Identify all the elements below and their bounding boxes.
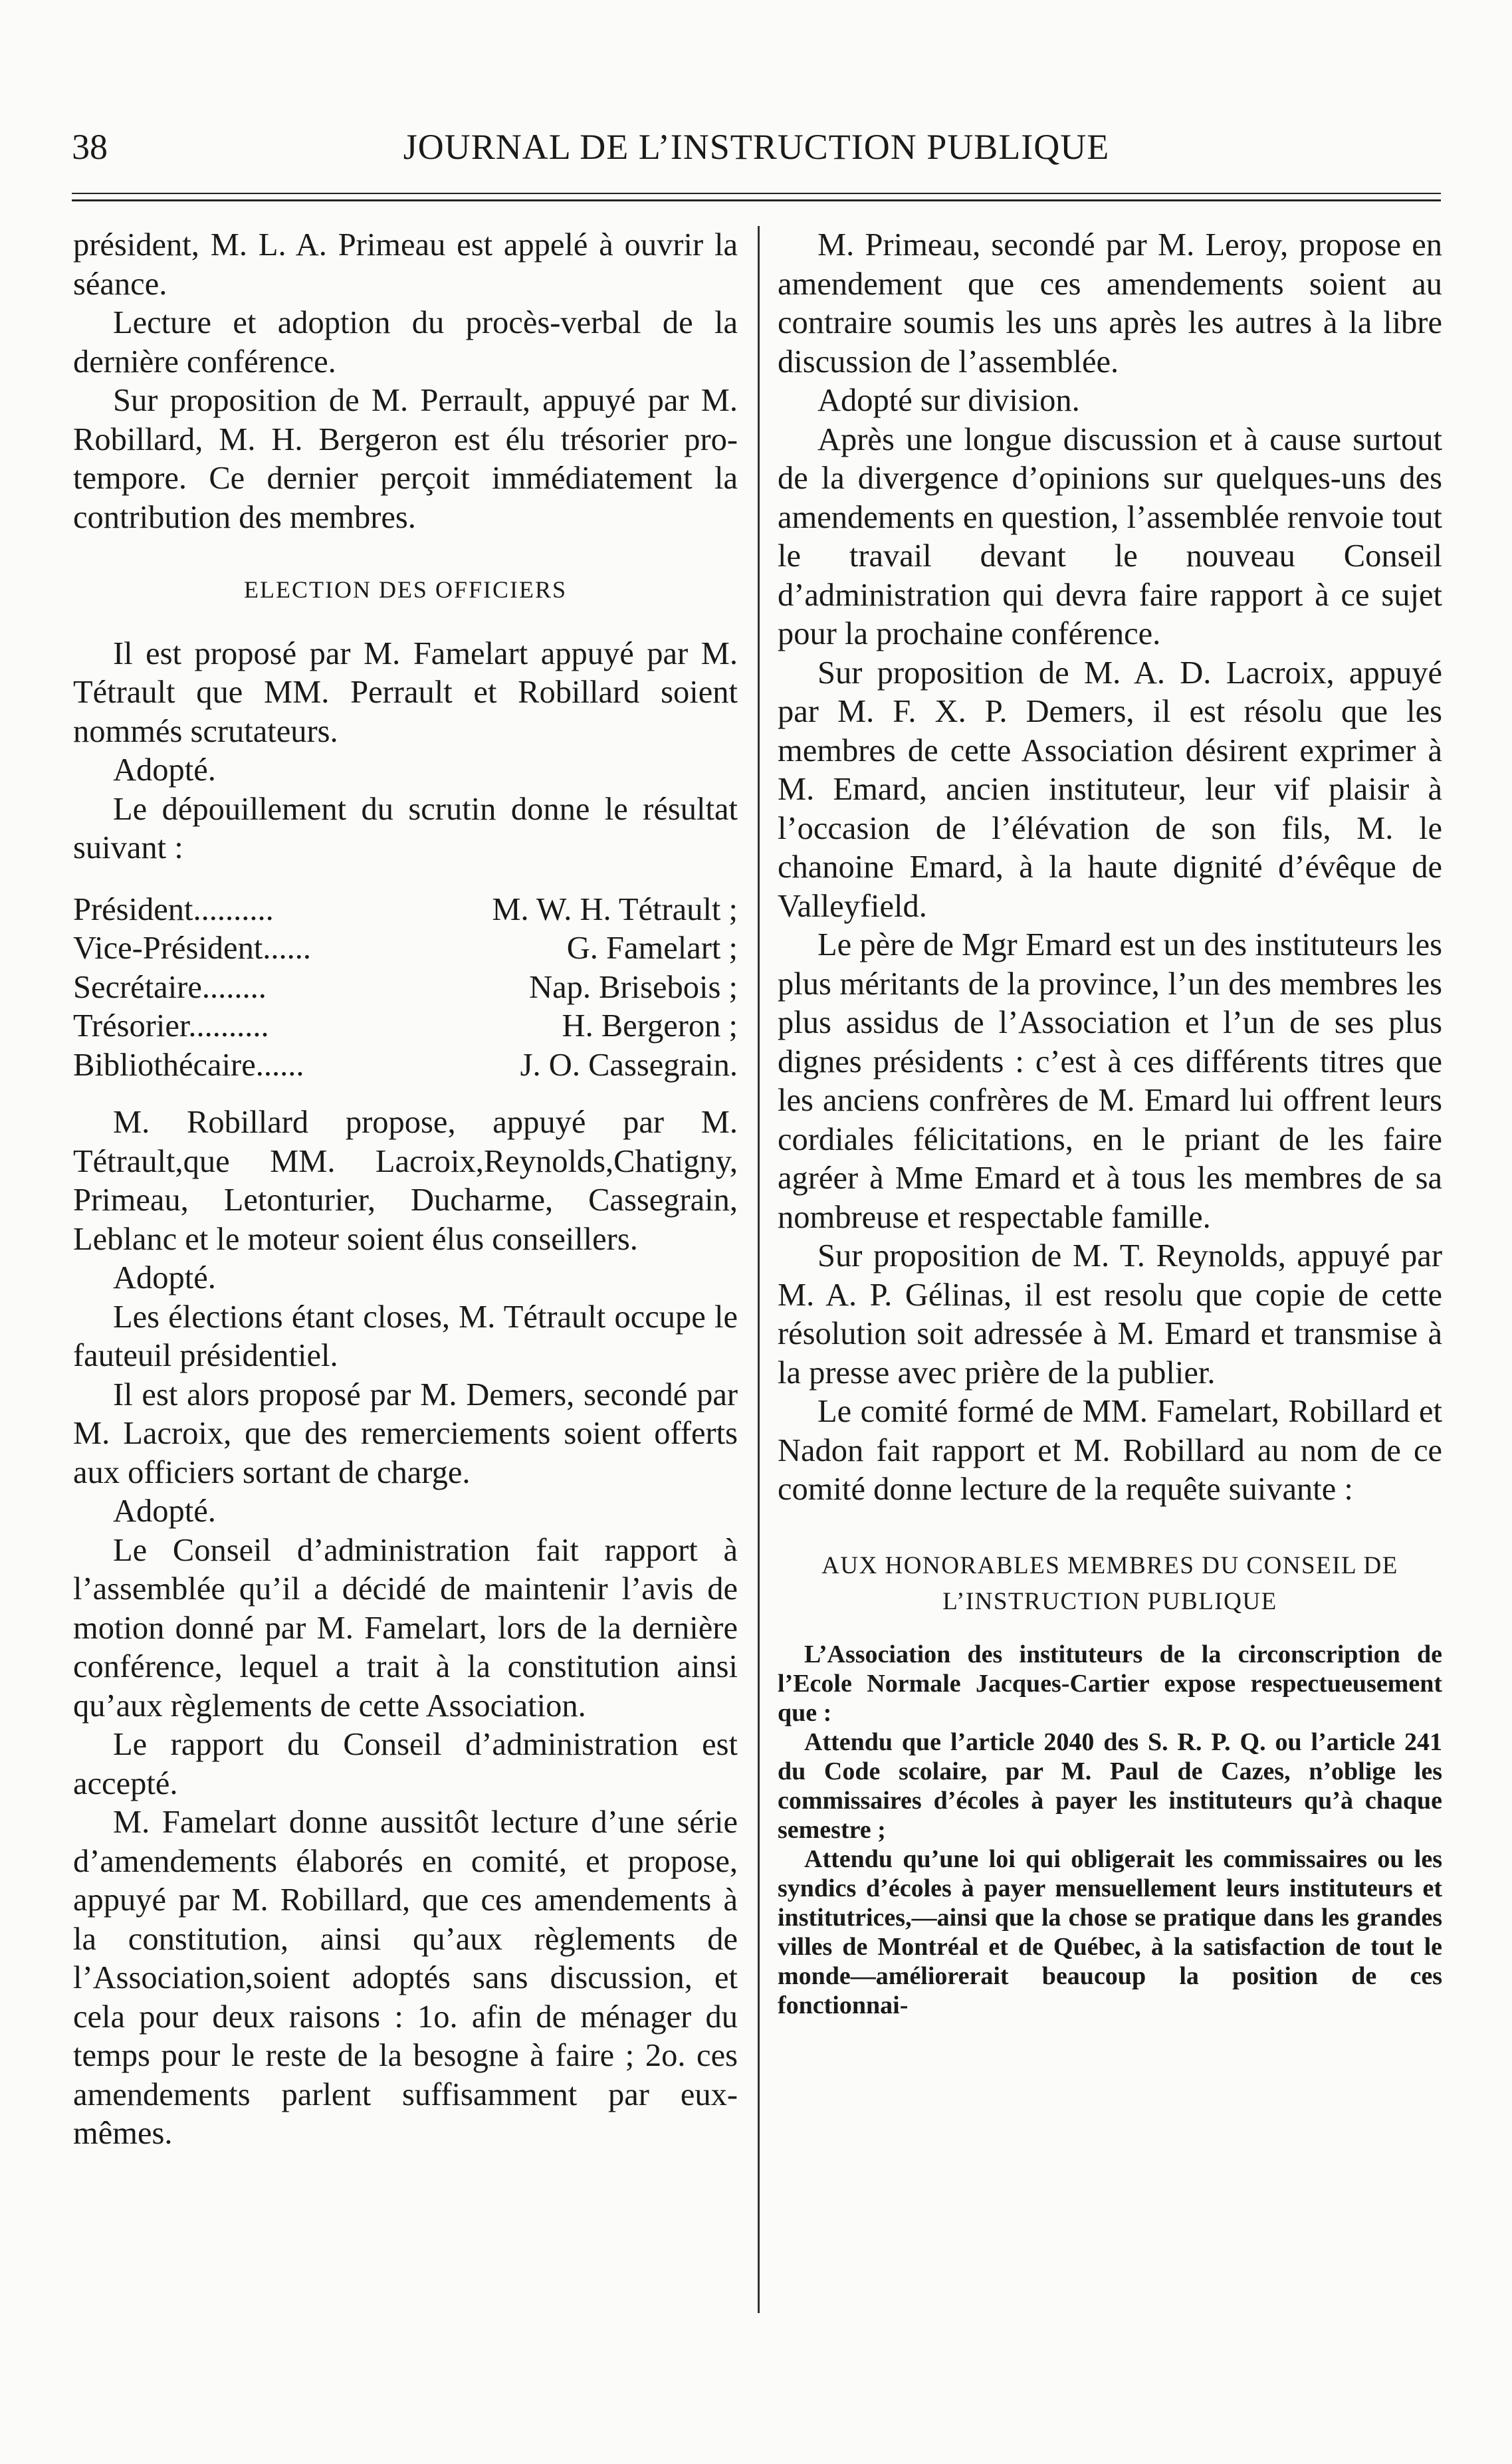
header-rule-thin xyxy=(72,193,1441,194)
running-title: JOURNAL DE L’INSTRUCTION PUBLIQUE xyxy=(403,127,1110,167)
column-divider xyxy=(758,226,760,2313)
paragraph: Adopté sur division. xyxy=(817,383,1080,418)
paragraph: Adopté. xyxy=(113,752,216,788)
paragraph: Il est alors proposé par M. Demers, secondé par M. Lacroix, que des remerciements soient offerts aux officiers sortant de charge. xyxy=(73,1377,738,1490)
petition-text xyxy=(778,1640,1442,2020)
paragraph: président, M. L. A. Primeau est appelé à ouvrir la séance. xyxy=(73,227,738,302)
right-column xyxy=(778,226,1442,2020)
page-header xyxy=(72,126,1441,173)
section-heading: ELECTION DES OFFICIERS xyxy=(243,576,568,603)
paragraph: Sur proposition de M. Perrault, appuyé par M. Robillard, M. H. Bergeron est élu trésorier pro-tempore. Ce dernier perçoit immédiatement la contribution des membres. xyxy=(73,383,738,535)
paragraph: Le comité formé de MM. Famelart, Robillard et Nadon fait rapport et M. Robillard au nom de ce comité donne lecture de la requête suivante : xyxy=(778,1394,1442,1507)
officer-name: G. Famelart ; xyxy=(566,931,738,966)
officer-row xyxy=(73,1007,738,1046)
paragraph: Il est proposé par M. Famelart appuyé par M. Tétrault que MM. Perrault et Robillard soient nommés scrutateurs. xyxy=(73,635,738,749)
left-column xyxy=(73,226,738,2154)
officer-row xyxy=(73,929,738,968)
header-rule-thick xyxy=(72,199,1441,201)
paragraph: M. Primeau, secondé par M. Leroy, propose en amendement que ces amendements soient au contraire soumis les uns après les autres à la libre discussion de l’assemblée. xyxy=(778,227,1442,380)
officers-list xyxy=(73,891,738,1085)
officer-role: Vice-Président...... xyxy=(73,931,312,966)
page-number: 38 xyxy=(72,127,108,167)
paragraph: M. Robillard propose, appuyé par M. Tétrault,que MM. Lacroix,Reynolds,Chatigny, Primeau, Letonturier, Ducharme, Cassegrain, Leblanc et le moteur soient élus conseillers. xyxy=(73,1105,738,1257)
officer-row xyxy=(73,891,738,930)
officer-name: M. W. H. Tétrault ; xyxy=(492,891,738,927)
paragraph: Le Conseil d’administration fait rapport à l’assemblée qu’il a décidé de maintenir l’avis de motion donné par M. Famelart, lors de la dernière conférence, lequel a trait à la constitution ainsi qu’aux règlements de cette Association. xyxy=(73,1532,738,1724)
officer-row xyxy=(73,1046,738,1085)
petition-paragraph: Attendu qu’une loi qui obligerait les commissaires ou les syndics d’écoles à payer mensuellement leurs instituteurs et institutrices,—ainsi que la chose se pratique dans les grandes villes de Montréal et de Québec, à la satisfaction de tout le monde—améliorerait beaucoup la position de ces fonctionnai- xyxy=(778,1845,1442,2019)
officer-name: H. Bergeron ; xyxy=(562,1008,738,1044)
officer-role: Bibliothécaire...... xyxy=(73,1047,304,1083)
paragraph: Lecture et adoption du procès-verbal de la dernière conférence. xyxy=(73,305,738,380)
petition-paragraph: L’Association des instituteurs de la circonscription de l’Ecole Normale Jacques-Cartier expose respectueusement que : xyxy=(778,1640,1442,1727)
paragraph: Adopté. xyxy=(113,1494,216,1529)
paragraph: Les élections étant closes, M. Tétrault occupe le fauteuil présidentiel. xyxy=(73,1299,738,1373)
officer-name: Nap. Brisebois ; xyxy=(529,969,738,1005)
paragraph: Sur proposition de M. T. Reynolds, appuyé par M. A. P. Gélinas, il est resolu que copie de cette résolution soit adressée à M. Emard et transmise à la presse avec prière de la publier. xyxy=(778,1238,1442,1391)
officer-row xyxy=(73,968,738,1008)
petition-heading: AUX HONORABLES MEMBRES DU CONSEIL DE L’INSTRUCTION PUBLIQUE xyxy=(821,1551,1398,1615)
paragraph: Le dépouillement du scrutin donne le résultat suivant : xyxy=(73,791,738,865)
paragraph: Sur proposition de M. A. D. Lacroix, appuyé par M. F. X. P. Demers, il est résolu que les membres de cette Association désirent exprimer à M. Emard, ancien instituteur, leur vif plaisir à l’occasion de l’élévation de son fils, M. le chanoine Emard, à la haute dignité d’évêque de Valleyfield. xyxy=(778,655,1442,924)
paragraph: Après une longue discussion et à cause surtout de la divergence d’opinions sur quelques-uns des amendements en question, l’assemblée renvoie tout le travail devant le nouveau Conseil d’administration qui devra faire rapport à ce sujet pour la prochaine conférence. xyxy=(778,421,1442,651)
paragraph: M. Famelart donne aussitôt lecture d’une série d’amendements élaborés en comité, et propose, appuyé par M. Robillard, que ces amendements à la constitution, ainsi qu’aux règlements de l’Association,soient adoptés sans discussion, et cela pour deux raisons : 1o. afin de ménager du temps pour le reste de la besogne à faire ; 2o. ces amendements parlent suffisamment par eux-mêmes. xyxy=(73,1805,738,2151)
petition-paragraph: Attendu que l’article 2040 des S. R. P. Q. ou l’article 241 du Code scolaire, par M. Paul de Cazes, n’oblige les commissaires d’écoles à payer les instituteurs qu’à chaque semestre ; xyxy=(778,1728,1442,1844)
officer-role: Trésorier.......... xyxy=(73,1008,269,1044)
paragraph: Le père de Mgr Emard est un des instituteurs les plus méritants de la province, l’un des membres les plus assidus de l’Association et l’un de ses plus dignes présidents : c’est à ces différents titres que les anciens confrères de M. Emard lui offrent leurs cordiales félicitations, en le priant de les faire agréer à Mme Emard et à tous les membres de sa nombreuse et respectable famille. xyxy=(778,927,1442,1235)
officer-role: Secrétaire........ xyxy=(73,969,267,1005)
officer-role: Président.......... xyxy=(73,891,274,927)
officer-name: J. O. Cassegrain. xyxy=(520,1047,738,1083)
paragraph: Adopté. xyxy=(113,1260,216,1295)
paragraph: Le rapport du Conseil d’administration est accepté. xyxy=(73,1727,738,1801)
